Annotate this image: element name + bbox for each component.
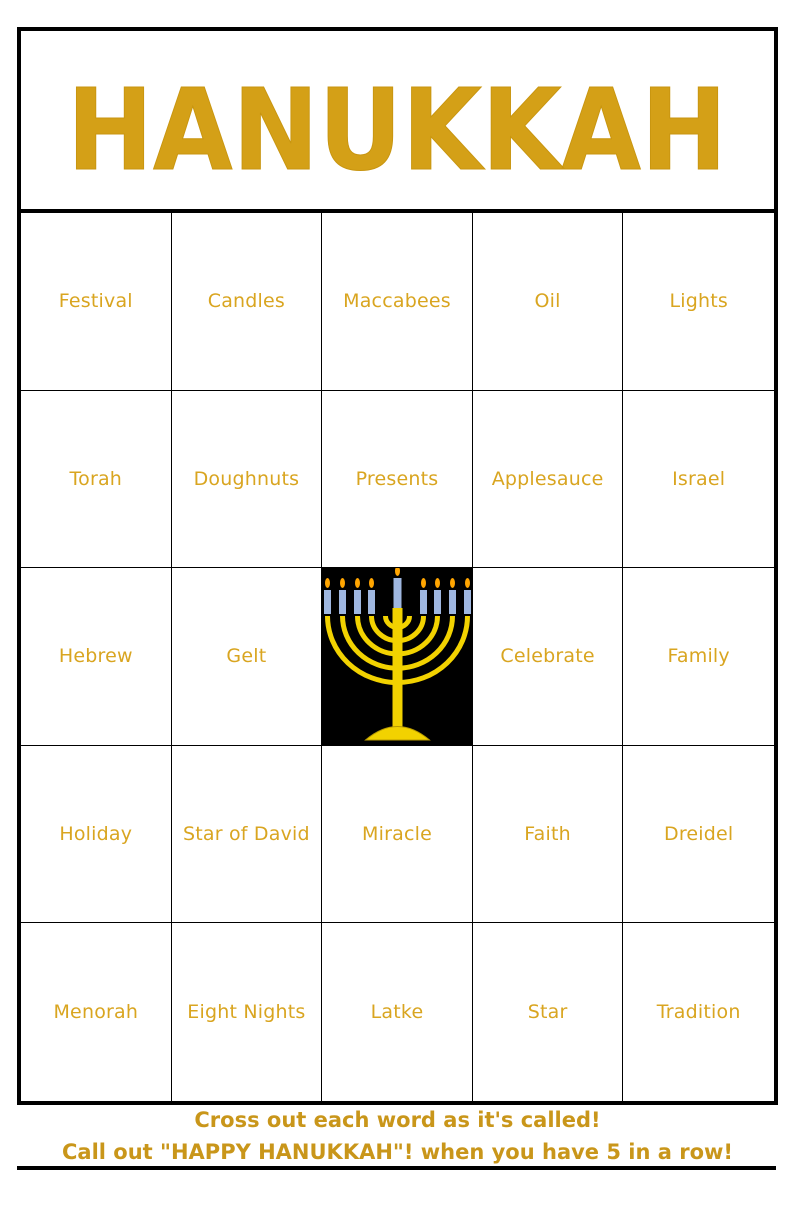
bingo-cell[interactable]: Lights (623, 213, 774, 391)
page-title: HANUKKAH (67, 66, 727, 196)
bottom-rule (17, 1166, 776, 1170)
bingo-cell[interactable]: Faith (473, 746, 624, 924)
instruction-line-2: Call out "HAPPY HANUKKAH"! when you have 5 in a row! (62, 1140, 733, 1164)
bingo-cell[interactable]: Israel (623, 391, 774, 569)
bingo-cell[interactable]: Festival (21, 213, 172, 391)
title-banner (21, 31, 774, 213)
bingo-cell[interactable]: Torah (21, 391, 172, 569)
bingo-cell[interactable]: Latke (322, 923, 473, 1101)
bingo-cell[interactable]: Doughnuts (172, 391, 323, 569)
bingo-cell[interactable]: Presents (322, 391, 473, 569)
title-svg (21, 31, 774, 209)
instructions (17, 1104, 778, 1168)
bingo-cell[interactable]: Dreidel (623, 746, 774, 924)
bingo-cell[interactable]: Eight Nights (172, 923, 323, 1101)
bingo-cell[interactable]: Miracle (322, 746, 473, 924)
bingo-cell[interactable]: Hebrew (21, 568, 172, 746)
bingo-cell[interactable]: Candles (172, 213, 323, 391)
bingo-cell[interactable]: Family (623, 568, 774, 746)
bingo-cell[interactable]: Gelt (172, 568, 323, 746)
bingo-cell[interactable]: Applesauce (473, 391, 624, 569)
bingo-cell[interactable]: Menorah (21, 923, 172, 1101)
bingo-cell[interactable]: Oil (473, 213, 624, 391)
free-space[interactable] (322, 568, 473, 746)
bingo-cell[interactable]: Maccabees (322, 213, 473, 391)
bingo-cell[interactable]: Celebrate (473, 568, 624, 746)
bingo-cell[interactable]: Holiday (21, 746, 172, 924)
bingo-grid (21, 213, 774, 1101)
bingo-card (17, 27, 778, 1105)
bingo-cell[interactable]: Star (473, 923, 624, 1101)
instruction-line-1: Cross out each word as it's called! (194, 1108, 601, 1132)
menorah-icon (322, 568, 472, 745)
bingo-cell[interactable]: Star of David (172, 746, 323, 924)
bingo-cell[interactable]: Tradition (656, 1001, 741, 1024)
